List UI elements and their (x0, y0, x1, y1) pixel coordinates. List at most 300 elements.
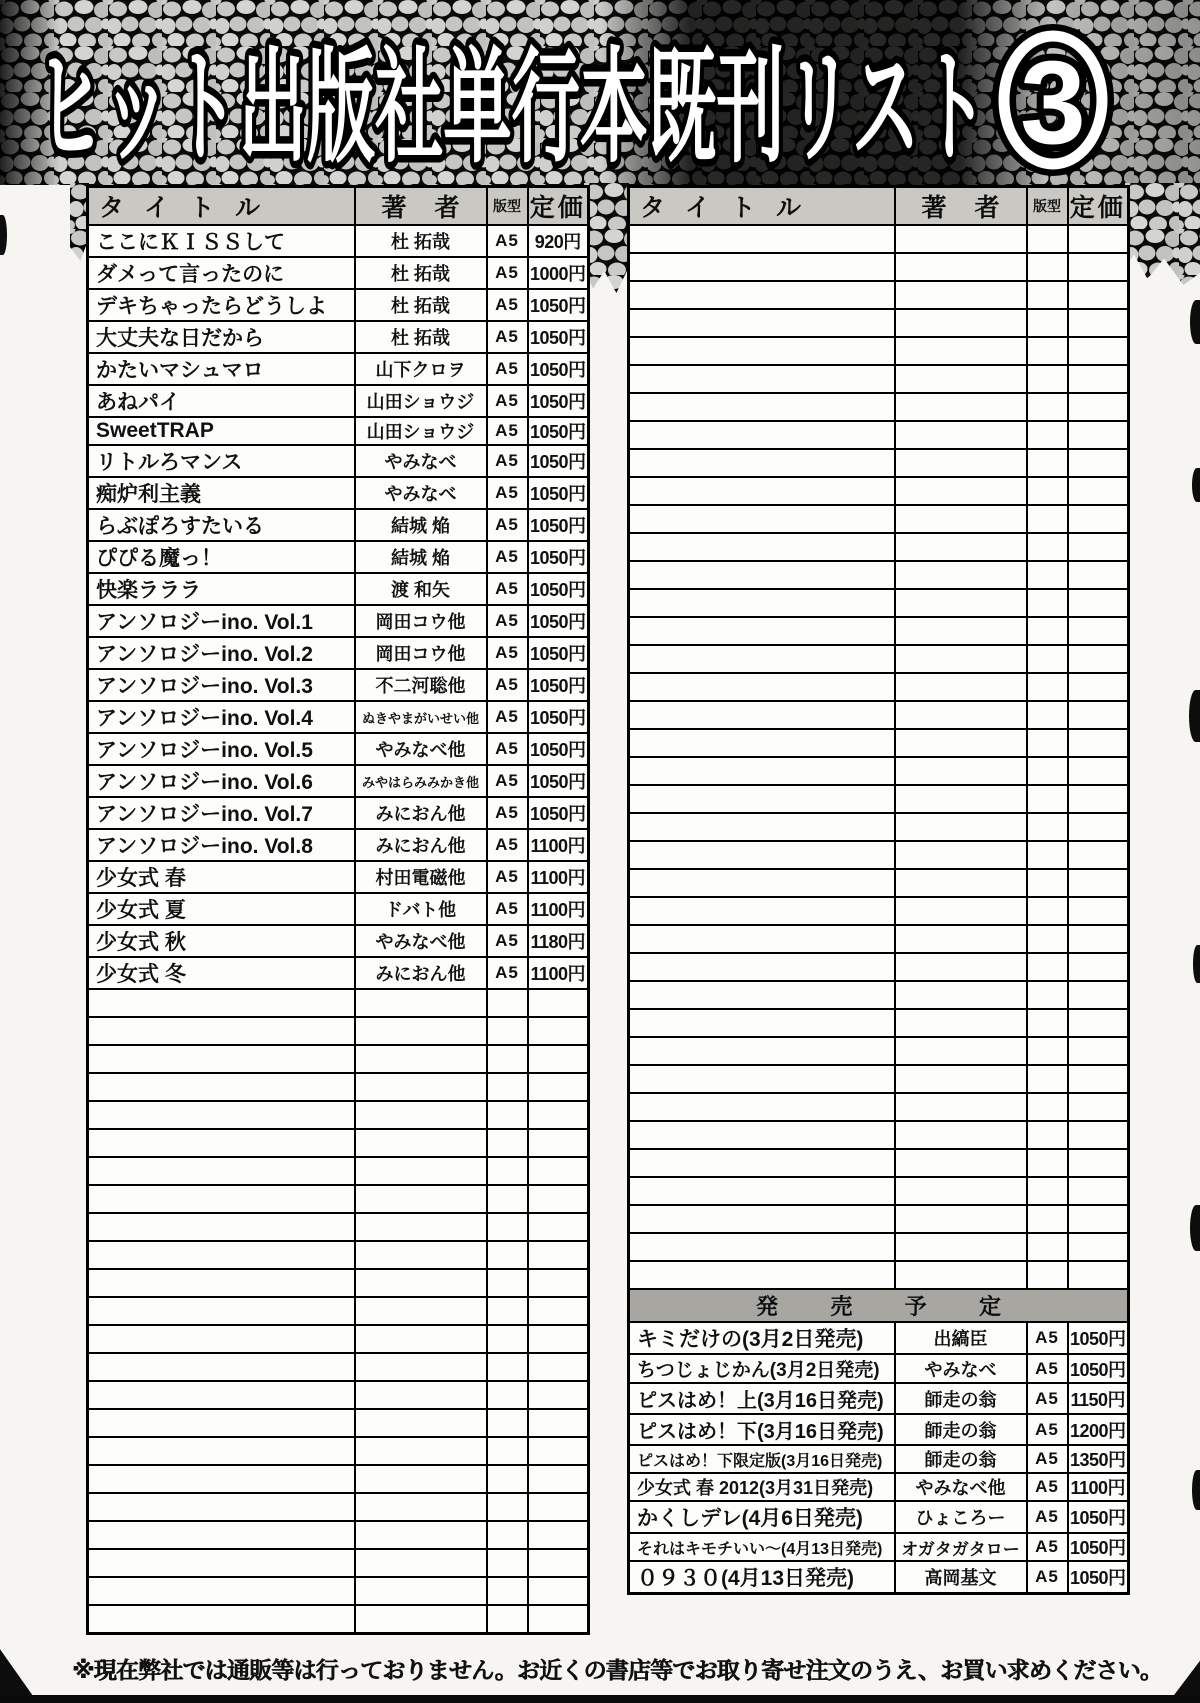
empty-cell (88, 1017, 355, 1045)
book-row-price: 920円 (528, 225, 589, 257)
empty-cell (629, 477, 895, 505)
empty-cell (1068, 589, 1129, 617)
empty-row (88, 1549, 589, 1577)
page-tear-mark (1192, 1470, 1200, 1510)
empty-row (88, 1185, 589, 1213)
empty-cell (629, 617, 895, 645)
book-row (88, 861, 589, 893)
book-row (88, 605, 589, 637)
empty-row (629, 897, 1129, 925)
empty-cell (1027, 897, 1068, 925)
book-row-author: 杜 拓哉 (355, 321, 487, 353)
empty-row (629, 785, 1129, 813)
empty-row (88, 1465, 589, 1493)
empty-cell (1027, 925, 1068, 953)
empty-cell (629, 729, 895, 757)
book-row (88, 765, 589, 797)
empty-cell (1068, 645, 1129, 673)
empty-cell (487, 989, 528, 1017)
book-row-format: A5 (487, 385, 528, 417)
empty-cell (1027, 337, 1068, 365)
book-row-format: A5 (487, 861, 528, 893)
empty-cell (629, 449, 895, 477)
empty-cell (895, 421, 1027, 449)
book-row-format: A5 (487, 605, 528, 637)
empty-cell (355, 1577, 487, 1605)
empty-cell (629, 421, 895, 449)
empty-cell (1068, 1177, 1129, 1205)
empty-cell (895, 701, 1027, 729)
texture-strip-center (584, 183, 629, 293)
book-row-title: かたいマシュマロ (88, 353, 355, 385)
table-header (629, 187, 1129, 226)
book-row-author: 渡 和矢 (355, 573, 487, 605)
release-band-body (629, 1289, 1129, 1322)
release-row (629, 1383, 1129, 1414)
book-row-price: 1050円 (528, 765, 589, 797)
page-tear-mark (1190, 300, 1200, 344)
empty-cell (1068, 953, 1129, 981)
release-row-format: A5 (1027, 1473, 1068, 1501)
release-row (629, 1322, 1129, 1354)
empty-cell (528, 1549, 589, 1577)
empty-cell (1068, 225, 1129, 253)
empty-cell (1068, 1121, 1129, 1149)
release-row-price: 1350円 (1068, 1445, 1129, 1473)
book-row-author: ぬきやまがいせい他 (355, 701, 487, 733)
empty-cell (528, 1213, 589, 1241)
empty-row (88, 1269, 589, 1297)
empty-cell (528, 1157, 589, 1185)
book-row (88, 637, 589, 669)
empty-cell (487, 1353, 528, 1381)
empty-row (629, 841, 1129, 869)
empty-row (88, 1381, 589, 1409)
release-row-format: A5 (1027, 1383, 1068, 1414)
empty-cell (528, 1185, 589, 1213)
empty-row (629, 1261, 1129, 1289)
empty-cell (528, 1129, 589, 1157)
empty-cell (629, 253, 895, 281)
empty-cell (1027, 253, 1068, 281)
book-row-format: A5 (487, 289, 528, 321)
release-row-author: 師走の翁 (895, 1445, 1027, 1473)
book-row-format: A5 (487, 541, 528, 573)
empty-cell (528, 1521, 589, 1549)
empty-cell (1068, 1261, 1129, 1289)
empty-row (629, 225, 1129, 253)
empty-cell (1027, 1205, 1068, 1233)
page-title: ヒット出版社単行本既刊リスト (36, 39, 988, 177)
release-row-title: ピスはめ！上(3月16日発売) (629, 1383, 895, 1414)
header-row (88, 187, 589, 226)
empty-cell (629, 1261, 895, 1289)
release-row (629, 1414, 1129, 1445)
empty-cell (355, 1325, 487, 1353)
release-row-author: やみなべ (895, 1354, 1027, 1383)
empty-cell (355, 1353, 487, 1381)
empty-cell (88, 1577, 355, 1605)
book-row-format: A5 (487, 445, 528, 477)
empty-cell (1068, 533, 1129, 561)
empty-cell (487, 1185, 528, 1213)
empty-cell (629, 1177, 895, 1205)
book-row (88, 829, 589, 861)
empty-cell (895, 225, 1027, 253)
empty-cell (88, 1605, 355, 1633)
empty-cell (355, 1213, 487, 1241)
empty-cell (629, 309, 895, 337)
book-row-title: ぴぴる魔っ！ (88, 541, 355, 573)
empty-cell (528, 1017, 589, 1045)
col-header-format: 版型 (1027, 187, 1068, 226)
empty-cell (629, 1121, 895, 1149)
empty-row (629, 365, 1129, 393)
empty-cell (895, 981, 1027, 1009)
empty-cell (1027, 421, 1068, 449)
empty-cell (1027, 1261, 1068, 1289)
book-row-format: A5 (487, 321, 528, 353)
empty-cell (1027, 225, 1068, 253)
empty-cell (1068, 785, 1129, 813)
empty-cell (487, 1381, 528, 1409)
empty-cell (1027, 785, 1068, 813)
book-row-title: ダメって言ったのに (88, 257, 355, 289)
empty-cell (487, 1241, 528, 1269)
empty-cell (629, 953, 895, 981)
empty-row (629, 477, 1129, 505)
empty-row (629, 393, 1129, 421)
empty-cell (88, 1241, 355, 1269)
empty-row (629, 337, 1129, 365)
empty-cell (355, 1017, 487, 1045)
empty-cell (528, 1437, 589, 1465)
empty-cell (1068, 981, 1129, 1009)
release-row-price: 1150円 (1068, 1383, 1129, 1414)
page-tear-mark (1193, 945, 1200, 983)
col-header-format: 版型 (487, 187, 528, 226)
release-rows-body (629, 1322, 1129, 1594)
book-row (88, 925, 589, 957)
empty-cell (895, 477, 1027, 505)
banner-art (0, 0, 1200, 185)
empty-cell (88, 1185, 355, 1213)
book-row-title: アンソロジーino. Vol.3 (88, 669, 355, 701)
release-row-title: かくしデレ(4月6日発売) (629, 1501, 895, 1533)
empty-cell (88, 1409, 355, 1437)
empty-cell (1068, 841, 1129, 869)
empty-cell (895, 729, 1027, 757)
empty-row (629, 1009, 1129, 1037)
book-row (88, 477, 589, 509)
book-row-format: A5 (487, 669, 528, 701)
book-row-price: 1050円 (528, 445, 589, 477)
empty-cell (895, 645, 1027, 673)
page-tear-mark (1192, 468, 1200, 502)
empty-cell (528, 1045, 589, 1073)
empty-cell (629, 1009, 895, 1037)
col-header-title: タイトル (629, 187, 895, 226)
empty-cell (1027, 365, 1068, 393)
empty-row (629, 645, 1129, 673)
book-row-title: あねパイ (88, 385, 355, 417)
release-row-author: 高岡基文 (895, 1561, 1027, 1594)
title-banner (0, 0, 1200, 185)
empty-cell (487, 1017, 528, 1045)
book-row-format: A5 (487, 477, 528, 509)
empty-row (88, 1073, 589, 1101)
empty-cell (1068, 1149, 1129, 1177)
book-row-title: 少女式 秋 (88, 925, 355, 957)
empty-cell (88, 1521, 355, 1549)
release-row-author: 師走の翁 (895, 1383, 1027, 1414)
empty-cell (1027, 589, 1068, 617)
empty-cell (487, 1297, 528, 1325)
empty-row (88, 1437, 589, 1465)
empty-cell (355, 1409, 487, 1437)
book-row-title: アンソロジーino. Vol.6 (88, 765, 355, 797)
empty-cell (88, 1129, 355, 1157)
empty-cell (1027, 281, 1068, 309)
empty-row (629, 757, 1129, 785)
empty-cell (487, 1605, 528, 1633)
book-row-title: アンソロジーino. Vol.1 (88, 605, 355, 637)
release-row-title: キミだけの(3月2日発売) (629, 1322, 895, 1354)
empty-cell (487, 1129, 528, 1157)
empty-row (629, 1065, 1129, 1093)
empty-row (629, 533, 1129, 561)
book-row-author: 村田電磁他 (355, 861, 487, 893)
empty-cell (895, 281, 1027, 309)
book-row (88, 669, 589, 701)
empty-cell (1027, 1121, 1068, 1149)
book-row-price: 1050円 (528, 509, 589, 541)
footer-note: ※現在弊社では通販等は行っておりません。お近くの書店等でお取り寄せ注文のうえ、お買い求めください。 (72, 1657, 1162, 1683)
book-row-title: アンソロジーino. Vol.4 (88, 701, 355, 733)
book-row (88, 257, 589, 289)
book-row (88, 225, 589, 257)
empty-cell (1027, 1149, 1068, 1177)
book-row-price: 1050円 (528, 701, 589, 733)
empty-cell (629, 981, 895, 1009)
book-row-author: 山田ショウジ (355, 417, 487, 445)
book-row-title: 大丈夫な日だから (88, 321, 355, 353)
book-row-format: A5 (487, 225, 528, 257)
empty-cell (895, 589, 1027, 617)
release-row-price: 1050円 (1068, 1561, 1129, 1594)
book-row-author: やみなべ (355, 477, 487, 509)
empty-cell (629, 673, 895, 701)
book-row (88, 353, 589, 385)
book-row-title: アンソロジーino. Vol.5 (88, 733, 355, 765)
empty-cell (895, 1261, 1027, 1289)
release-row-author: やみなべ他 (895, 1473, 1027, 1501)
empty-cell (1068, 925, 1129, 953)
book-row-title: アンソロジーino. Vol.7 (88, 797, 355, 829)
book-row-author: 不二河聡他 (355, 669, 487, 701)
empty-cell (528, 1493, 589, 1521)
book-row (88, 701, 589, 733)
empty-cell (88, 1325, 355, 1353)
empty-cell (1027, 449, 1068, 477)
empty-cell (88, 1381, 355, 1409)
empty-cell (1027, 813, 1068, 841)
empty-cell (1068, 309, 1129, 337)
empty-cell (355, 1157, 487, 1185)
empty-cell (1068, 337, 1129, 365)
book-row-price: 1050円 (528, 797, 589, 829)
empty-cell (487, 1493, 528, 1521)
published-list-body (88, 225, 589, 1633)
book-row-author: みにおん他 (355, 957, 487, 989)
empty-cell (629, 925, 895, 953)
col-header-price: 定価 (528, 187, 589, 226)
book-row-author: みやはらみみかき他 (355, 765, 487, 797)
book-row (88, 541, 589, 573)
empty-cell (355, 1045, 487, 1073)
empty-cell (1068, 813, 1129, 841)
book-row-format: A5 (487, 957, 528, 989)
empty-row (88, 1493, 589, 1521)
book-row-price: 1050円 (528, 573, 589, 605)
empty-row (629, 253, 1129, 281)
page-tear-mark (1190, 1205, 1200, 1251)
book-row-title: アンソロジーino. Vol.2 (88, 637, 355, 669)
empty-cell (88, 1437, 355, 1465)
book-row-format: A5 (487, 829, 528, 861)
book-row-format: A5 (487, 797, 528, 829)
empty-cell (1027, 953, 1068, 981)
empty-cell (895, 561, 1027, 589)
release-row-title: それはキモチいい〜(4月13日発売) (629, 1533, 895, 1561)
book-row-format: A5 (487, 509, 528, 541)
empty-cell (88, 1213, 355, 1241)
empty-row (88, 1157, 589, 1185)
empty-row (629, 673, 1129, 701)
release-row-title: ピスはめ！下(3月16日発売) (629, 1414, 895, 1445)
empty-row (88, 989, 589, 1017)
empty-cell (895, 449, 1027, 477)
book-row-author: ドバト他 (355, 893, 487, 925)
empty-cell (1068, 1065, 1129, 1093)
release-row-title: ちつじょじかん(3月2日発売) (629, 1354, 895, 1383)
release-row-price: 1200円 (1068, 1414, 1129, 1445)
empty-cell (629, 225, 895, 253)
book-row-author: やみなべ他 (355, 925, 487, 957)
book-row-format: A5 (487, 353, 528, 385)
empty-cell (1068, 561, 1129, 589)
published-list-table (86, 185, 590, 1635)
release-row (629, 1501, 1129, 1533)
texture-strip-right (1125, 183, 1200, 285)
empty-cell (1027, 561, 1068, 589)
empty-cell (1068, 253, 1129, 281)
empty-cell (88, 1045, 355, 1073)
empty-row (629, 421, 1129, 449)
empty-cell (1068, 1205, 1129, 1233)
empty-cell (1027, 869, 1068, 897)
empty-row (629, 1037, 1129, 1065)
empty-cell (895, 1177, 1027, 1205)
release-row-price: 1100円 (1068, 1473, 1129, 1501)
book-row-author: やみなべ (355, 445, 487, 477)
empty-cell (528, 1409, 589, 1437)
empty-cell (895, 505, 1027, 533)
book-row (88, 509, 589, 541)
empty-cell (355, 1437, 487, 1465)
empty-cell (1027, 1065, 1068, 1093)
empty-cell (88, 1101, 355, 1129)
empty-cell (355, 989, 487, 1017)
empty-cell (895, 1065, 1027, 1093)
empty-cell (895, 393, 1027, 421)
release-row (629, 1561, 1129, 1594)
empty-cell (629, 1065, 895, 1093)
release-row-title: ０９３０(4月13日発売) (629, 1561, 895, 1594)
empty-cell (528, 1269, 589, 1297)
empty-cell (629, 813, 895, 841)
empty-cell (528, 1353, 589, 1381)
empty-row (88, 1605, 589, 1633)
empty-row (88, 1409, 589, 1437)
empty-cell (88, 1493, 355, 1521)
empty-cell (487, 1437, 528, 1465)
col-header-title: タイトル (88, 187, 355, 226)
empty-cell (895, 1233, 1027, 1261)
empty-cell (487, 1157, 528, 1185)
book-row-title: 痴炉利主義 (88, 477, 355, 509)
release-row (629, 1473, 1129, 1501)
empty-cell (487, 1213, 528, 1241)
empty-cell (487, 1521, 528, 1549)
page-bottom-edge (0, 1695, 1200, 1703)
empty-cell (528, 1101, 589, 1129)
release-row (629, 1445, 1129, 1473)
col-header-price: 定価 (1068, 187, 1129, 226)
book-row-price: 1100円 (528, 893, 589, 925)
book-row-format: A5 (487, 637, 528, 669)
book-row-title: ここにＫＩＳＳして (88, 225, 355, 257)
book-row (88, 797, 589, 829)
release-row-author: ひょころー (895, 1501, 1027, 1533)
empty-cell (629, 1205, 895, 1233)
release-row-format: A5 (1027, 1322, 1068, 1354)
empty-cell (629, 1037, 895, 1065)
book-row-price: 1050円 (528, 385, 589, 417)
book-row-price: 1050円 (528, 669, 589, 701)
empty-cell (1068, 477, 1129, 505)
book-row-author: 杜 拓哉 (355, 257, 487, 289)
empty-cell (895, 533, 1027, 561)
book-row-price: 1180円 (528, 925, 589, 957)
empty-row (629, 281, 1129, 309)
empty-row (629, 309, 1129, 337)
book-row (88, 289, 589, 321)
book-row-title: 少女式 春 (88, 861, 355, 893)
empty-cell (1068, 757, 1129, 785)
empty-row (88, 1213, 589, 1241)
release-row-format: A5 (1027, 1533, 1068, 1561)
empty-cell (629, 841, 895, 869)
book-row-author: 杜 拓哉 (355, 225, 487, 257)
book-row (88, 893, 589, 925)
empty-cell (895, 1009, 1027, 1037)
empty-cell (1027, 533, 1068, 561)
book-row-price: 1050円 (528, 541, 589, 573)
empty-cell (528, 1325, 589, 1353)
empty-cell (355, 1521, 487, 1549)
empty-row (88, 1241, 589, 1269)
